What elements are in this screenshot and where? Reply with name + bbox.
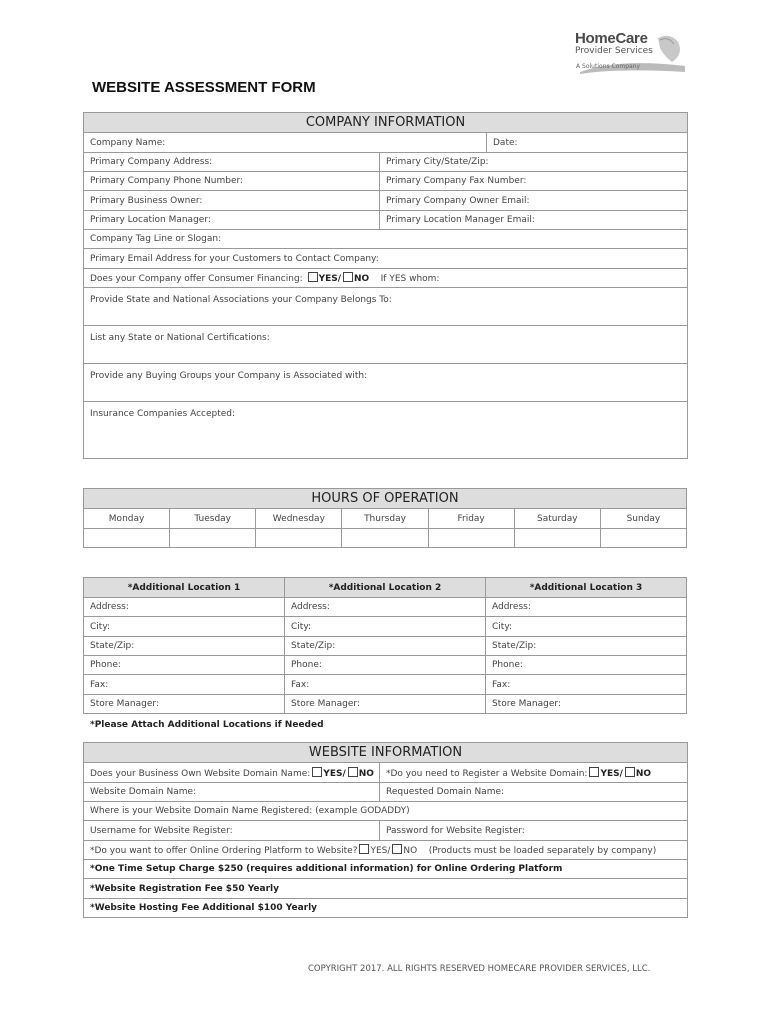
domain-name-field[interactable]: Website Domain Name: (84, 783, 380, 802)
own-domain-yes-checkbox[interactable] (312, 767, 322, 777)
register-domain-field: *Do you need to Register a Website Domain: YES/ NO (380, 763, 688, 783)
section-header-hours: HOURS OF OPERATION (84, 489, 687, 509)
loc3-fax[interactable]: Fax: (486, 675, 687, 695)
manager-email-field[interactable]: Primary Location Manager Email: (380, 211, 688, 230)
password-field[interactable]: Password for Website Register: (380, 821, 688, 841)
hours-input-friday[interactable] (428, 529, 514, 548)
copyright-footer: COPYRIGHT 2017. ALL RIGHTS RESERVED HOMECARE PROVIDER SERVICES, LLC. (308, 964, 651, 974)
hours-input-monday[interactable] (84, 529, 170, 548)
city-state-zip-field[interactable]: Primary City/State/Zip: (380, 153, 688, 172)
loc1-fax[interactable]: Fax: (84, 675, 285, 695)
loc2-phone[interactable]: Phone: (285, 656, 486, 675)
loc2-store-manager[interactable]: Store Manager: (285, 695, 486, 714)
loc3-store-manager[interactable]: Store Manager: (486, 695, 687, 714)
day-monday: Monday (84, 509, 170, 529)
hosting-fee-line: *Website Hosting Fee Additional $100 Yearly (84, 899, 688, 918)
day-saturday: Saturday (514, 509, 600, 529)
associations-field[interactable]: Provide State and National Associations your Company Belongs To: (84, 288, 688, 326)
loc1-city[interactable]: City: (84, 617, 285, 637)
additional-locations-note: *Please Attach Additional Locations if Needed (90, 720, 324, 730)
username-field[interactable]: Username for Website Register: (84, 821, 380, 841)
brand-name: HomeCare (575, 30, 648, 47)
loc2-fax[interactable]: Fax: (285, 675, 486, 695)
day-thursday: Thursday (342, 509, 428, 529)
loc3-phone[interactable]: Phone: (486, 656, 687, 675)
hours-input-wednesday[interactable] (256, 529, 342, 548)
day-tuesday: Tuesday (170, 509, 256, 529)
address-field[interactable]: Primary Company Address: (84, 153, 380, 172)
financing-yes-checkbox[interactable] (308, 272, 318, 282)
location-1-header: *Additional Location 1 (84, 578, 285, 598)
own-domain-field: Does your Business Own Website Domain Name: YES/ NO (84, 763, 380, 783)
insurance-field[interactable]: Insurance Companies Accepted: (84, 402, 688, 459)
online-ordering-no-checkbox[interactable] (392, 844, 402, 854)
owner-email-field[interactable]: Primary Company Owner Email: (380, 191, 688, 211)
if-yes-label: If YES whom: (380, 274, 440, 284)
hours-input-thursday[interactable] (342, 529, 428, 548)
loc1-state-zip[interactable]: State/Zip: (84, 637, 285, 656)
loc2-address[interactable]: Address: (285, 598, 486, 617)
hours-input-sunday[interactable] (600, 529, 686, 548)
register-domain-yes-checkbox[interactable] (589, 767, 599, 777)
own-domain-no-checkbox[interactable] (348, 767, 358, 777)
loc1-store-manager[interactable]: Store Manager: (84, 695, 285, 714)
brand-tagline: A Solutions Company (576, 63, 641, 70)
products-note: (Products must be loaded separately by company) (428, 846, 657, 856)
online-ordering-yes-checkbox[interactable] (359, 844, 369, 854)
phone-field[interactable]: Primary Company Phone Number: (84, 172, 380, 191)
owner-field[interactable]: Primary Business Owner: (84, 191, 380, 211)
registration-fee-line: *Website Registration Fee $50 Yearly (84, 879, 688, 899)
requested-domain-field[interactable]: Requested Domain Name: (380, 783, 688, 802)
section-header-website: WEBSITE INFORMATION (84, 743, 688, 763)
hours-input-saturday[interactable] (514, 529, 600, 548)
certifications-field[interactable]: List any State or National Certifications: (84, 326, 688, 364)
buying-groups-field[interactable]: Provide any Buying Groups your Company is Associated with: (84, 364, 688, 402)
loc2-state-zip[interactable]: State/Zip: (285, 637, 486, 656)
financing-field: Does your Company offer Consumer Financing: YES/ NO If YES whom: (84, 269, 688, 288)
location-3-header: *Additional Location 3 (486, 578, 687, 598)
day-sunday: Sunday (600, 509, 686, 529)
tagline-field[interactable]: Company Tag Line or Slogan: (84, 230, 688, 249)
financing-no-checkbox[interactable] (343, 272, 353, 282)
day-friday: Friday (428, 509, 514, 529)
loc1-phone[interactable]: Phone: (84, 656, 285, 675)
manager-field[interactable]: Primary Location Manager: (84, 211, 380, 230)
loc3-address[interactable]: Address: (486, 598, 687, 617)
loc2-city[interactable]: City: (285, 617, 486, 637)
date-field[interactable]: Date: (487, 133, 688, 153)
website-information-table (83, 742, 688, 918)
contact-email-field[interactable]: Primary Email Address for your Customers to Contact Company: (84, 249, 688, 269)
fax-field[interactable]: Primary Company Fax Number: (380, 172, 688, 191)
loc1-address[interactable]: Address: (84, 598, 285, 617)
section-header-company: COMPANY INFORMATION (84, 113, 688, 133)
additional-locations-table (83, 577, 687, 714)
online-ordering-field: *Do you want to offer Online Ordering Platform to Website? YES/ NO (Products must be loaded separately by company) (84, 841, 688, 860)
loc3-city[interactable]: City: (486, 617, 687, 637)
register-domain-no-checkbox[interactable] (625, 767, 635, 777)
company-name-field[interactable]: Company Name: (84, 133, 487, 153)
form-title: WEBSITE ASSESSMENT FORM (92, 79, 316, 96)
hours-input-tuesday[interactable] (170, 529, 256, 548)
company-information-table (83, 112, 688, 459)
day-wednesday: Wednesday (256, 509, 342, 529)
setup-charge-line: *One Time Setup Charge $250 (requires additional information) for Online Ordering Platform (84, 860, 688, 879)
where-registered-field[interactable]: Where is your Website Domain Name Registered: (example GODADDY) (84, 802, 688, 821)
location-2-header: *Additional Location 2 (285, 578, 486, 598)
brand-sub: Provider Services (575, 46, 653, 56)
loc3-state-zip[interactable]: State/Zip: (486, 637, 687, 656)
hours-table (83, 488, 687, 548)
